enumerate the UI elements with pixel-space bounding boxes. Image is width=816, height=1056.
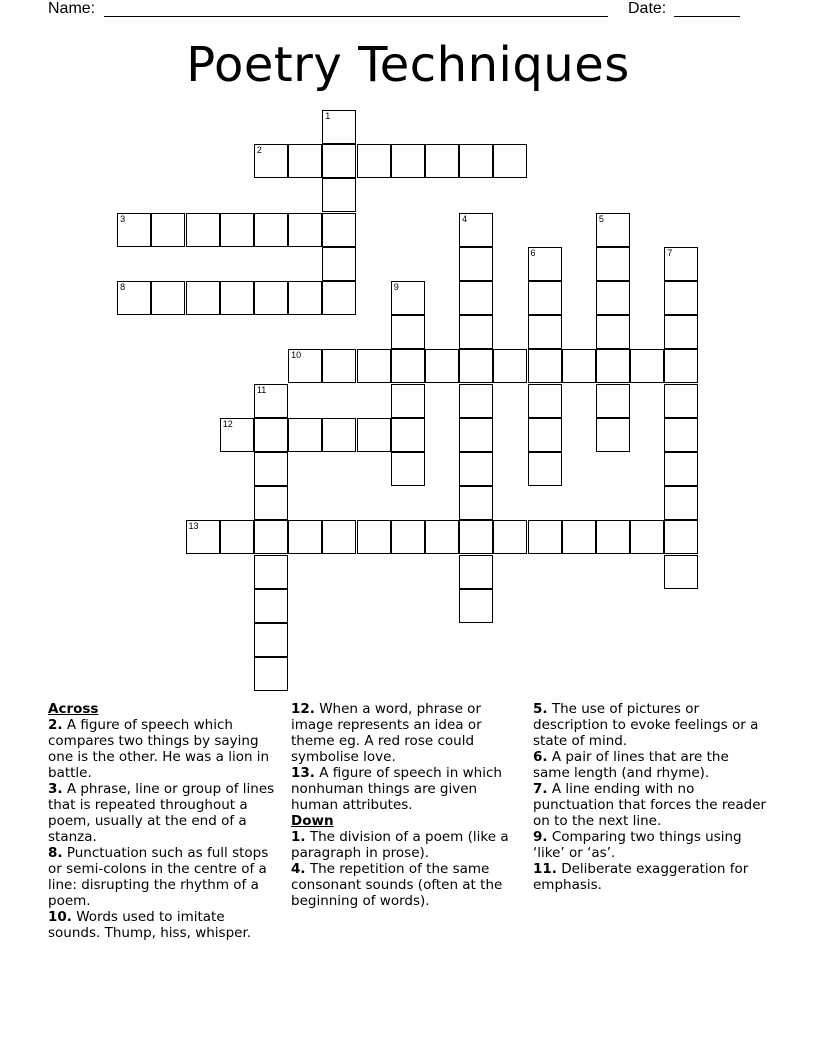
clue-number: 5 [598, 213, 604, 224]
grid-cell[interactable] [357, 144, 391, 178]
clue-column-2 [291, 701, 521, 909]
name-label: Name: [48, 0, 96, 17]
grid-cell[interactable] [459, 144, 493, 178]
grid-cell[interactable] [664, 349, 698, 383]
date-field[interactable] [674, 16, 740, 17]
grid-cell[interactable] [322, 213, 356, 247]
clue-down-5: 5. The use of pictures or description to evoke feelings or a state of mind. [533, 701, 759, 749]
grid-cell[interactable] [254, 452, 288, 486]
grid-cell[interactable] [664, 281, 698, 315]
grid-cell[interactable] [664, 520, 698, 554]
grid-cell[interactable] [288, 144, 322, 178]
grid-cell[interactable] [391, 144, 425, 178]
grid-cell[interactable] [528, 520, 562, 554]
grid-cell[interactable] [254, 486, 288, 520]
grid-cell[interactable] [528, 349, 562, 383]
grid-cell[interactable] [391, 384, 425, 418]
grid-cell[interactable] [391, 349, 425, 383]
grid-cell[interactable] [596, 520, 630, 554]
grid-cell[interactable] [596, 247, 630, 281]
date-label: Date: [628, 0, 667, 17]
grid-cell[interactable] [493, 520, 527, 554]
grid-cell[interactable] [664, 315, 698, 349]
clue-number: 11 [256, 384, 267, 395]
grid-cell[interactable] [596, 384, 630, 418]
grid-cell[interactable] [459, 247, 493, 281]
grid-cell[interactable] [254, 555, 288, 589]
clue-number: 7 [667, 247, 673, 258]
grid-cell[interactable] [254, 589, 288, 623]
grid-cell[interactable] [151, 281, 185, 315]
grid-cell[interactable] [459, 452, 493, 486]
grid-cell[interactable] [528, 418, 562, 452]
clue-down-1: 1. The division of a poem (like a paragraph in prose). [291, 829, 509, 861]
clue-across-10: 10. Words used to imitate sounds. Thump, hiss, whisper. [48, 909, 252, 941]
grid-cell[interactable] [562, 520, 596, 554]
grid-cell[interactable] [186, 520, 220, 554]
grid-cell[interactable] [220, 281, 254, 315]
grid-cell[interactable] [596, 418, 630, 452]
grid-cell[interactable] [391, 315, 425, 349]
grid-cell[interactable] [459, 486, 493, 520]
clue-down-7: 7. A line ending with no punctuation that forces the reader on to the next line. [533, 781, 767, 829]
grid-cell[interactable] [254, 281, 288, 315]
clue-down-4: 4. The repetition of the same consonant sounds (often at the beginning of words). [291, 861, 503, 909]
grid-cell[interactable] [425, 520, 459, 554]
grid-cell[interactable] [425, 144, 459, 178]
grid-cell[interactable] [254, 520, 288, 554]
clue-number: 6 [530, 247, 536, 258]
down-heading: Down [291, 813, 334, 829]
grid-cell[interactable] [254, 657, 288, 691]
grid-cell[interactable] [528, 384, 562, 418]
grid-cell[interactable] [459, 589, 493, 623]
grid-cell[interactable] [630, 520, 664, 554]
grid-cell[interactable] [322, 110, 356, 144]
clue-column-3 [533, 701, 769, 893]
grid-cell[interactable] [630, 349, 664, 383]
grid-cell[interactable] [322, 349, 356, 383]
grid-cell[interactable] [391, 520, 425, 554]
clue-number: 2 [256, 145, 262, 156]
grid-cell[interactable] [459, 384, 493, 418]
grid-cell[interactable] [528, 452, 562, 486]
grid-cell[interactable] [528, 247, 562, 281]
clue-number: 3 [120, 213, 126, 224]
clue-number: 10 [291, 350, 302, 361]
grid-cell[interactable] [357, 418, 391, 452]
clue-across-13: 13. A figure of speech in which nonhuman things are given human attributes. [291, 765, 502, 813]
clue-across-3: 3. A phrase, line or group of lines that is repeated throughout a poem, usually at the end of a stanza. [48, 781, 275, 845]
clue-number: 4 [462, 213, 468, 224]
clue-down-6: 6. A pair of lines that are the same length (and rhyme). [533, 749, 729, 781]
grid-cell[interactable] [322, 247, 356, 281]
grid-cell[interactable] [288, 520, 322, 554]
grid-cell[interactable] [186, 213, 220, 247]
grid-cell[interactable] [151, 213, 185, 247]
grid-cell[interactable] [357, 349, 391, 383]
grid-cell[interactable] [254, 384, 288, 418]
grid-cell[interactable] [322, 178, 356, 212]
grid-cell[interactable] [322, 144, 356, 178]
grid-cell[interactable] [493, 144, 527, 178]
clue-column-1 [48, 701, 276, 941]
across-heading: Across [48, 701, 99, 717]
clue-number: 9 [393, 282, 399, 292]
grid-cell[interactable] [664, 486, 698, 520]
grid-cell[interactable] [288, 349, 322, 383]
grid-cell[interactable] [493, 349, 527, 383]
clue-number: 12 [222, 418, 233, 429]
grid-cell[interactable] [459, 555, 493, 589]
grid-cell[interactable] [459, 520, 493, 554]
grid-cell[interactable] [117, 213, 151, 247]
grid-cell[interactable] [254, 418, 288, 452]
grid-cell[interactable] [562, 349, 596, 383]
grid-cell[interactable] [220, 418, 254, 452]
grid-cell[interactable] [459, 281, 493, 315]
grid-cell[interactable] [254, 623, 288, 657]
grid-cell[interactable] [596, 315, 630, 349]
grid-cell[interactable] [528, 281, 562, 315]
grid-cell[interactable] [391, 452, 425, 486]
clue-down-11: 11. Deliberate exaggeration for emphasis. [533, 861, 749, 893]
grid-cell[interactable] [664, 555, 698, 589]
grid-cell[interactable] [391, 281, 425, 315]
grid-cell[interactable] [596, 213, 630, 247]
grid-cell[interactable] [322, 418, 356, 452]
grid-cell[interactable] [186, 281, 220, 315]
grid-cell[interactable] [357, 520, 391, 554]
grid-cell[interactable] [288, 213, 322, 247]
grid-cell[interactable] [664, 452, 698, 486]
clue-across-8: 8. Punctuation such as full stops or semi-colons in the centre of a line: disrupting the rhythm of a poem. [48, 845, 269, 909]
grid-cell[interactable] [288, 281, 322, 315]
grid-cell[interactable] [596, 349, 630, 383]
clue-across-2: 2. A figure of speech which compares two things by saying one is the other. He was a lion in battle. [48, 717, 270, 781]
grid-cell[interactable] [596, 281, 630, 315]
grid-cell[interactable] [220, 213, 254, 247]
clue-number: 1 [325, 111, 331, 121]
page-title: Poetry Techniques [186, 37, 630, 93]
grid-cell[interactable] [322, 520, 356, 554]
grid-cell[interactable] [664, 247, 698, 281]
grid-cell[interactable] [459, 349, 493, 383]
grid-cell[interactable] [220, 520, 254, 554]
grid-cell[interactable] [664, 418, 698, 452]
clue-across-12: 12. When a word, phrase or image represents an idea or theme eg. A red rose could symbolise love. [291, 701, 482, 765]
clue-down-9: 9. Comparing two things using ‘like’ or ‘as’. [533, 829, 742, 861]
grid-cell[interactable] [459, 418, 493, 452]
header [0, 0, 816, 22]
clue-number: 13 [188, 521, 199, 532]
clue-number: 8 [120, 282, 126, 292]
grid-cell[interactable] [459, 213, 493, 247]
grid-cell[interactable] [459, 315, 493, 349]
grid-cell[interactable] [322, 281, 356, 315]
grid-cell[interactable] [288, 418, 322, 452]
grid-cell[interactable] [254, 144, 288, 178]
grid-cell[interactable] [664, 384, 698, 418]
grid-cell[interactable] [391, 418, 425, 452]
name-field[interactable] [104, 16, 608, 17]
grid-cell[interactable] [117, 281, 151, 315]
grid-cell[interactable] [425, 349, 459, 383]
grid-cell[interactable] [254, 213, 288, 247]
grid-cell[interactable] [528, 315, 562, 349]
